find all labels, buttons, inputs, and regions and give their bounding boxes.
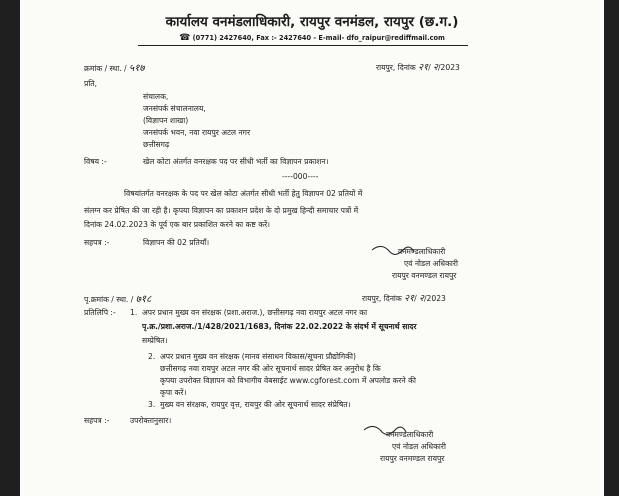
copy-item-number: 2. (148, 352, 156, 361)
copy-item-number: 1. (130, 308, 138, 317)
letter2-date: रायपुर, दिनांक २१/ २/2023 (362, 293, 446, 304)
contact-text: (0771) 2427640, Fax :- 2427640 - E-mail- dfo_raipur@rediffmail.com (192, 34, 445, 42)
copy-item-number: 3. (148, 400, 156, 409)
signature-title: एवं नोडल अधिकारी (392, 442, 446, 451)
telephone-icon: ☎ (179, 33, 191, 43)
separator: ----000---- (282, 172, 319, 181)
copy-item-line: पृ.क्र./प्रशा.अराज./1/428/2021/1683, दिनांक 22.02.2022 के संदर्भ में सूचनार्थ सादर (142, 322, 417, 331)
copy-item-line: मुख्य वन संरक्षक, रायपुर वृत्त, रायपुर की ओर सूचनार्थ सादर संप्रेषित। (160, 400, 351, 409)
enclosure-label: सहपत्र :- (84, 416, 110, 425)
copy-item-line: सम्प्रेषित। (142, 336, 168, 345)
letter2-ref-number: ७१८ (135, 294, 152, 305)
addressee-line: जनसंपर्क भवन, नवा रायपुर अटल नगर (143, 128, 251, 137)
signature-title: रायपुर वनमण्डल रायपुर (380, 454, 445, 463)
subject-text: खेल कोटा अंतर्गत वनरक्षक पद पर सीधी भर्ती का विज्ञापन प्रकाशन। (143, 157, 329, 166)
signature-title: रायपुर वनमण्डल रायपुर (392, 271, 457, 280)
addressee-line: संचालक, (143, 92, 169, 101)
addressee-line: (विज्ञापन शाखा) (143, 116, 189, 125)
letter-page (20, 0, 604, 496)
letter1-ref-number: ५१७ (129, 63, 145, 74)
enclosure-label: सहपत्र :- (84, 238, 110, 247)
copy-item-line: कृपा करें। (160, 388, 187, 397)
copy-item-line: छत्तीसगढ़ नवा रायपुर अटल नगर की ओर सूचनार्थ सादर प्रेषित कर अनुरोध है कि (160, 364, 381, 373)
addressee-line: जनसंपर्क संचालनालय, (143, 104, 206, 113)
enclosure-text: उपरोक्तानुसार। (130, 416, 172, 425)
letter1-date: रायपुर, दिनांक २१/ २/2023 (376, 62, 460, 73)
copy-item-line: अपर प्रधान मुख्य वन संरक्षक (प्रशा.अराज.), छत्तीसगढ़ नवा रायपुर अटल नगर का (142, 308, 368, 317)
body-line: विषयांतर्गत वनरक्षक के पद पर खेल कोटा अंतर्गत सीधी भर्ती हेतु विज्ञापन 02 प्रतियों में (124, 189, 363, 198)
copy-item-line: कृपया उपरोक्त विज्ञापन को विभागीय वेबसाईट www.cgforest.com में अपलोड करने की (160, 376, 416, 385)
signature-2 (20, 0, 604, 496)
signature-title: वनमण्डलाधिकारी (386, 430, 434, 439)
office-title: कार्यालय वनमंडलाधिकारी, रायपुर वनमंडल, रायपुर (छ.ग.) (165, 14, 459, 30)
enclosure-text: विज्ञापन की 02 प्रतियाँ। (143, 238, 210, 247)
body-line: दिनांक 24.02.2023 के पूर्व एक बार प्रकाशित करने का कष्ट करें। (84, 220, 271, 229)
letter2-reference: पृ.क्रमांक / स्था. / ७१८ (84, 294, 152, 305)
signature-title: वनमण्डलाधिकारी (398, 247, 446, 256)
copy-label: प्रतिलिपि :- (84, 308, 116, 317)
body-line: संलग्न कर प्रेषित की जा रही है। कृपया विज्ञापन का प्रकाशन प्रदेश के दो प्रमुख हिन्दी समाचार पत्रों में (84, 206, 359, 215)
subject-label: विषय :- (84, 157, 107, 166)
letter1-reference: क्रमांक / स्था. / ५१७ (84, 63, 145, 74)
addressee-line: छत्तीसगढ़ (143, 140, 170, 149)
signature-title: एवं नोडल अधिकारी (404, 259, 458, 268)
to-label: प्रति, (84, 79, 98, 88)
copy-item-line: अपर प्रधान मुख्य वन संरक्षक (मानव संसाधन विकास/सूचना प्रौद्योगिकी) (160, 352, 356, 361)
